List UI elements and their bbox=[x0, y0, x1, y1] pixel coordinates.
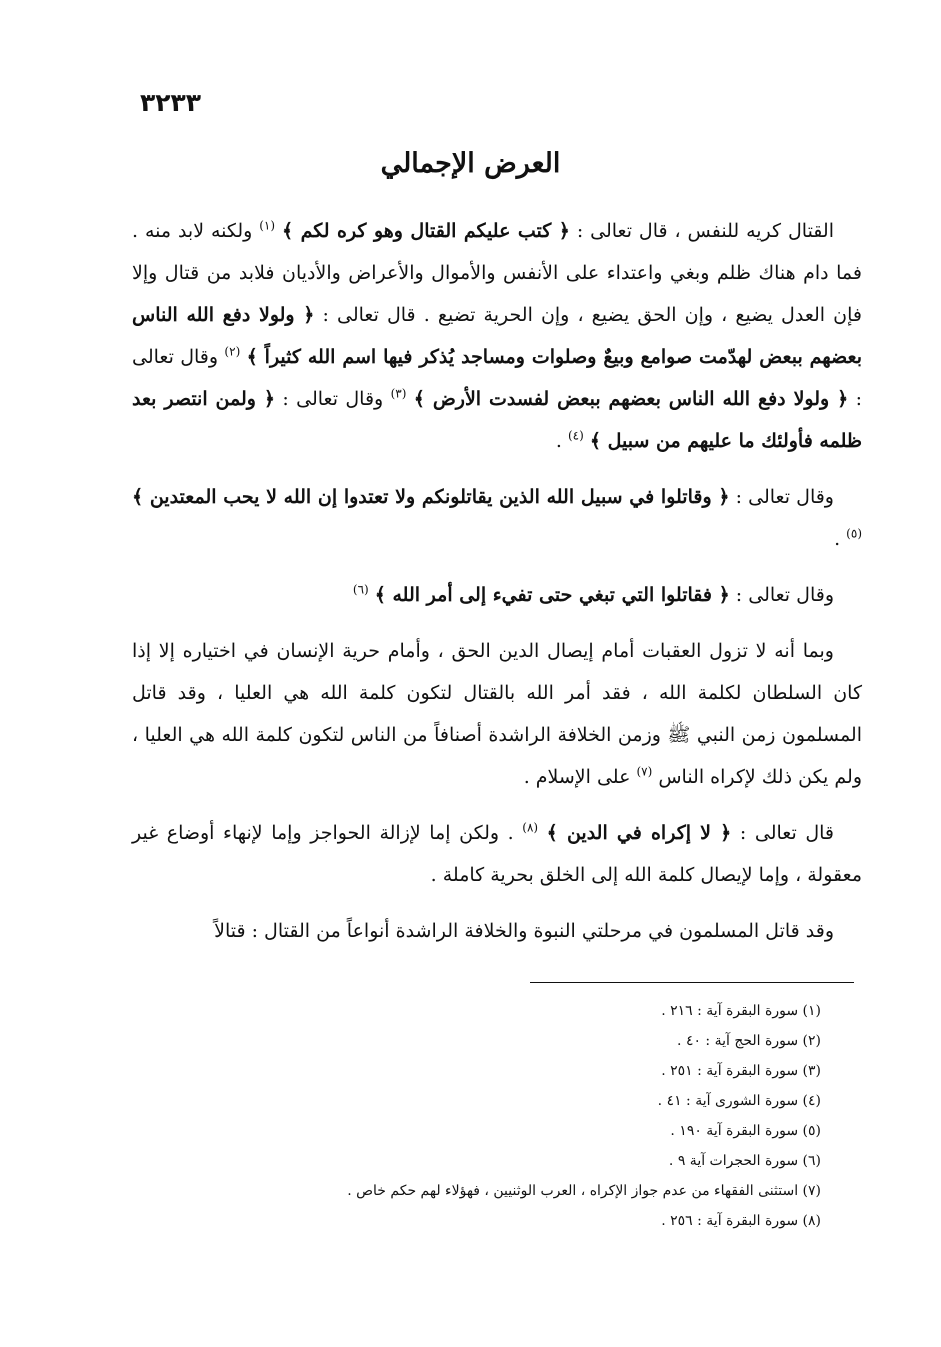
section-title: العرض الإجمالي bbox=[380, 148, 561, 179]
footnote: (٣) سورة البقرة آية : ٢٥١ . bbox=[661, 1063, 821, 1079]
page-number: ٣٢٣٣ bbox=[140, 88, 202, 117]
footnote: (١) سورة البقرة آية : ٢١٦ . bbox=[661, 1003, 821, 1019]
paragraph: وقال تعالى : ﴿ فقاتلوا التي تبغي حتى تفيء إلى أمر الله ﴾ $^{(٦)}$ bbox=[352, 582, 834, 606]
footnote: (٤) سورة الشورى آية : ٤١ . bbox=[657, 1093, 821, 1109]
paragraph: قال تعالى : ﴿ لا إكراه في الدين ﴾ $^{(٨)}$ . ولكن إما لإزالة الحواجز وإما لإنهاء أوضاع غير معقولة ، وإما لإيصال كلمة الله إلى الخلق بحرية كاملة . bbox=[132, 820, 862, 886]
footnote: (٢) سورة الحج آية : ٤٠ . bbox=[677, 1033, 821, 1049]
paragraph: وبما أنه لا تزول العقبات أمام إيصال الدين الحق ، وأمام حرية الإنسان في اختياره إلا إذا كان السلطان لكلمة الله ، فقد أمر الله بالقتال لتكون كلمة الله هي العليا ، وقد قاتل المسلمون زمن النبي ﷺ وزمن الخلافة الراشدة أصنافاً من الناس لتكون كلمة الله هي العليا ، ولم يكن ذلك لإكراه الناس $^{(٧)}$ على الإسلام . bbox=[132, 640, 863, 788]
body-text bbox=[132, 210, 862, 966]
paragraph: وقال تعالى : ﴿ وقاتلوا في سبيل الله الذين يقاتلونكم ولا تعتدوا إن الله لا يحب المعتدين ﴾ $^{(٥)}$ . bbox=[132, 486, 862, 550]
footnote: (٦) سورة الحجرات آية ٩ . bbox=[668, 1153, 821, 1169]
footnote: (٧) استثنى الفقهاء من عدم جواز الإكراه ، العرب الوثنيين ، فهؤلاء لهم حكم خاص . bbox=[347, 1183, 821, 1199]
paragraph: القتال كريه للنفس ، قال تعالى : ﴿ كتب عليكم القتال وهو كره لكم ﴾ $^{(١)}$ ولكنه لابد منه . فما دام هناك ظلم وبغي واعتداء على الأنفس والأموال والأعراض والأديان فلابد من قتال وإلا فإن العدل يضيع ، وإن الحق يضيع ، وإن الحرية تضيع . قال تعالى : ﴿ ولولا دفع الله الناس بعضهم ببعض لهدّمت صوامع وبيعٌ وصلوات ومساجد يُذكر فيها اسم الله كثيراً ﴾ $^{(٢)}$ وقال تعالى : ﴿ ولولا دفع الله الناس بعضهم ببعض لفسدت الأرض ﴾ $^{(٣)}$ وقال تعالى : ﴿ ولمن انتصر بعد ظلمه فأولئك ما عليهم من سبيل ﴾ $^{(٤)}$ . bbox=[132, 218, 863, 452]
footnotes bbox=[121, 996, 821, 1236]
paragraph: وقد قاتل المسلمون في مرحلتي النبوة والخلافة الراشدة أنواعاً من القتال : قتالاً bbox=[214, 920, 834, 942]
footnote: (٨) سورة البقرة آية : ٢٥٦ . bbox=[661, 1213, 821, 1229]
footnote: (٥) سورة البقرة آية ١٩٠ . bbox=[670, 1123, 821, 1139]
footnote-divider bbox=[530, 982, 854, 983]
